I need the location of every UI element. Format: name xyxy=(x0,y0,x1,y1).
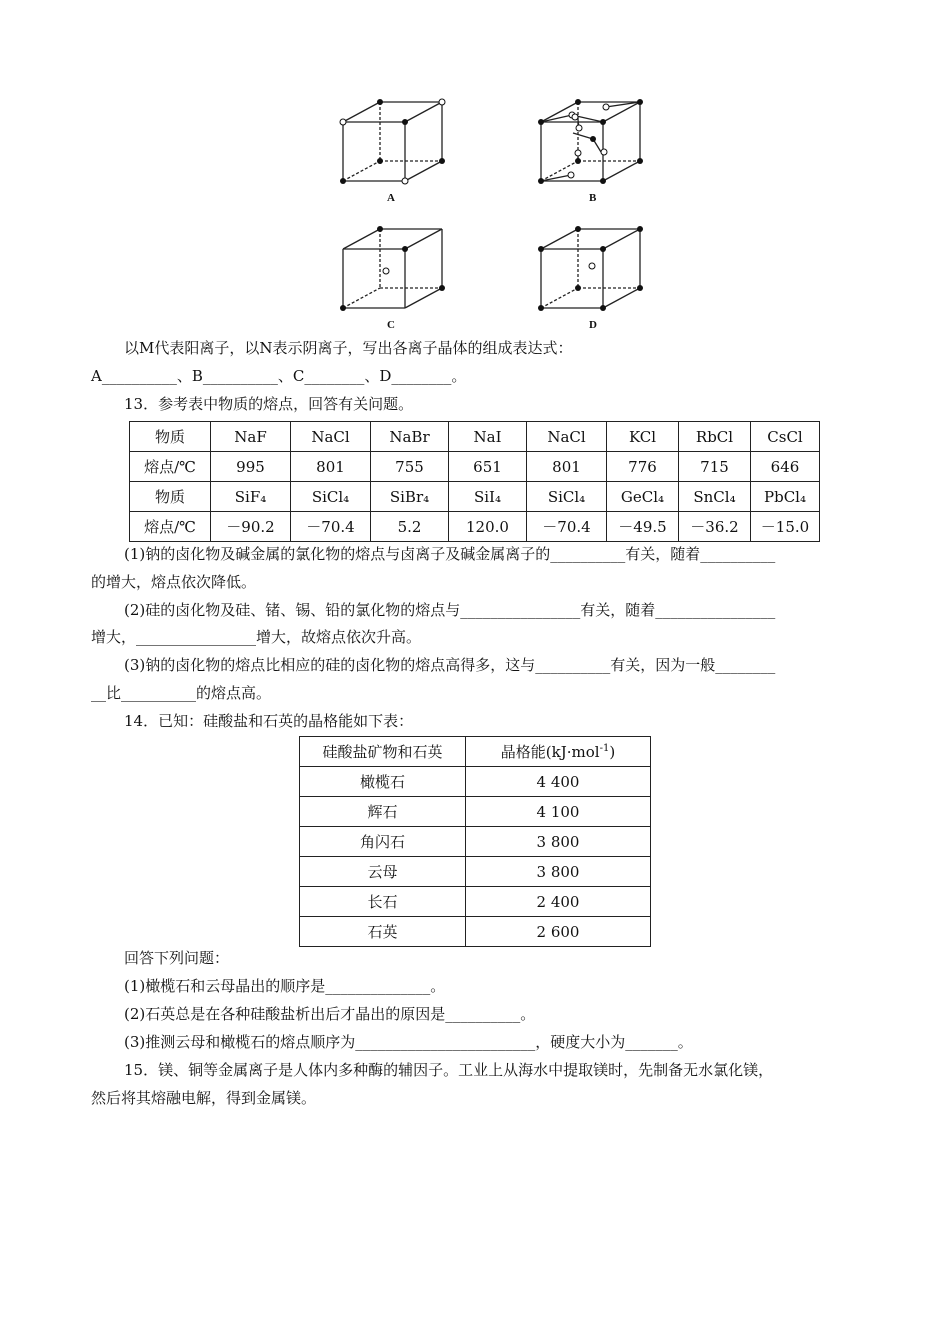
figure-caption-d: D xyxy=(589,319,597,331)
melting-table-cell: 651 xyxy=(449,452,527,482)
q13-part1-line1: (1)钠的卤化物及碱金属的氯化物的熔点与卤离子及碱金属离子的__________有关，随着__________ xyxy=(124,545,776,563)
melting-table-cell: SiI₄ xyxy=(449,482,527,512)
q13-part2-line2: 增大，________________增大，故熔点依次升高。 xyxy=(91,628,422,646)
figure-caption-a: A xyxy=(387,192,395,204)
q14-part2: (2)石英总是在各种硅酸盐析出后才晶出的原因是__________。 xyxy=(124,1005,536,1023)
cube-figure-a xyxy=(335,95,455,190)
melting-table-cell: 801 xyxy=(291,452,371,482)
melting-table-cell: 995 xyxy=(211,452,291,482)
melting-table-cell: SiBr₄ xyxy=(371,482,449,512)
melting-table-cell: －70.4 xyxy=(291,512,371,542)
q15-line1: 15．镁、铜等金属离子是人体内多种酶的辅因子。工业上从海水中提取镁时，先制备无水氯化镁， xyxy=(124,1061,774,1079)
melting-table-cell: －36.2 xyxy=(679,512,751,542)
melting-table-cell: CsCl xyxy=(751,422,820,452)
lattice-table-row xyxy=(300,887,651,917)
q14-part1: (1)橄榄石和云母晶出的顺序是______________。 xyxy=(124,977,446,995)
melting-table-cell: RbCl xyxy=(679,422,751,452)
figure-caption-b: B xyxy=(589,192,597,204)
q13-title: 13．参考表中物质的熔点，回答有关问题。 xyxy=(124,395,414,413)
lattice-energy-value: 4 400 xyxy=(466,767,651,797)
melting-table-row xyxy=(130,452,820,482)
melting-table-cell: －49.5 xyxy=(607,512,679,542)
cube-figure-b xyxy=(533,95,653,190)
melting-table-cell: －70.4 xyxy=(527,512,607,542)
melting-table-cell: 776 xyxy=(607,452,679,482)
cube-figure-c xyxy=(335,222,455,317)
melting-table-row xyxy=(130,422,820,452)
melting-table-cell: 801 xyxy=(527,452,607,482)
lattice-table-row xyxy=(300,767,651,797)
q12-intro: 以M代表阳离子，以N表示阴离子，写出各离子晶体的组成表达式： xyxy=(124,339,573,357)
lattice-mineral-name: 橄榄石 xyxy=(300,767,466,797)
melting-table-cell: NaBr xyxy=(371,422,449,452)
q15-line2: 然后将其熔融电解，得到金属镁。 xyxy=(91,1089,317,1107)
melting-table-row-label: 熔点/℃ xyxy=(130,512,211,542)
melting-table-cell: NaI xyxy=(449,422,527,452)
lattice-header-energy: 晶格能(kJ·mol$^{-1}$) xyxy=(466,737,651,767)
melting-table-cell: 5.2 xyxy=(371,512,449,542)
melting-table-row-label: 物质 xyxy=(130,422,211,452)
melting-table-cell: NaCl xyxy=(291,422,371,452)
lattice-mineral-name: 角闪石 xyxy=(300,827,466,857)
melting-table-row-label: 熔点/℃ xyxy=(130,452,211,482)
melting-table-cell: GeCl₄ xyxy=(607,482,679,512)
melting-table-cell: 755 xyxy=(371,452,449,482)
figure-caption-c: C xyxy=(387,319,395,331)
melting-table-cell: SiF₄ xyxy=(211,482,291,512)
q14-part3: (3)推测云母和橄榄石的熔点顺序为________________________，硬度大小为_______。 xyxy=(124,1033,693,1051)
melting-table-cell: KCl xyxy=(607,422,679,452)
q13-part3-line1: (3)钠的卤化物的熔点比相应的硅的卤化物的熔点高得多，这与__________有关，因为一般________ xyxy=(124,656,776,674)
melting-table-cell: PbCl₄ xyxy=(751,482,820,512)
lattice-energy-value: 3 800 xyxy=(466,827,651,857)
cube-figure-d xyxy=(533,222,653,317)
q12-answer-line: A__________、B__________、C________、D________。 xyxy=(91,367,467,385)
melting-point-table xyxy=(129,421,820,542)
lattice-energy-table xyxy=(299,736,651,947)
q14-prompt: 回答下列问题： xyxy=(124,949,230,967)
lattice-energy-value: 4 100 xyxy=(466,797,651,827)
q13-part3-line2: __比__________的熔点高。 xyxy=(91,684,272,702)
melting-table-cell: 715 xyxy=(679,452,751,482)
melting-table-cell: 646 xyxy=(751,452,820,482)
q13-part2-line1: (2)硅的卤化物及硅、锗、锡、铅的氯化物的熔点与________________有关，随着________________ xyxy=(124,601,776,619)
lattice-mineral-name: 石英 xyxy=(300,917,466,947)
melting-table-cell: SnCl₄ xyxy=(679,482,751,512)
lattice-table-header-row xyxy=(300,737,651,767)
lattice-mineral-name: 云母 xyxy=(300,857,466,887)
lattice-table-row xyxy=(300,917,651,947)
lattice-energy-value: 2 600 xyxy=(466,917,651,947)
lattice-table-row xyxy=(300,827,651,857)
q13-part1-line2: 的增大，熔点依次降低。 xyxy=(91,573,257,591)
lattice-mineral-name: 辉石 xyxy=(300,797,466,827)
lattice-header-mineral: 硅酸盐矿物和石英 xyxy=(300,737,466,767)
melting-table-cell: SiCl₄ xyxy=(527,482,607,512)
melting-table-cell: NaF xyxy=(211,422,291,452)
melting-table-cell: NaCl xyxy=(527,422,607,452)
lattice-table-row xyxy=(300,857,651,887)
lattice-energy-value: 3 800 xyxy=(466,857,651,887)
melting-table-cell: －90.2 xyxy=(211,512,291,542)
lattice-mineral-name: 长石 xyxy=(300,887,466,917)
melting-table-cell: －15.0 xyxy=(751,512,820,542)
melting-table-row-label: 物质 xyxy=(130,482,211,512)
melting-table-row xyxy=(130,512,820,542)
lattice-table-row xyxy=(300,797,651,827)
melting-table-cell: SiCl₄ xyxy=(291,482,371,512)
lattice-energy-value: 2 400 xyxy=(466,887,651,917)
melting-table-row xyxy=(130,482,820,512)
melting-table-cell: 120.0 xyxy=(449,512,527,542)
q14-title: 14．已知：硅酸盐和石英的晶格能如下表： xyxy=(124,712,414,730)
